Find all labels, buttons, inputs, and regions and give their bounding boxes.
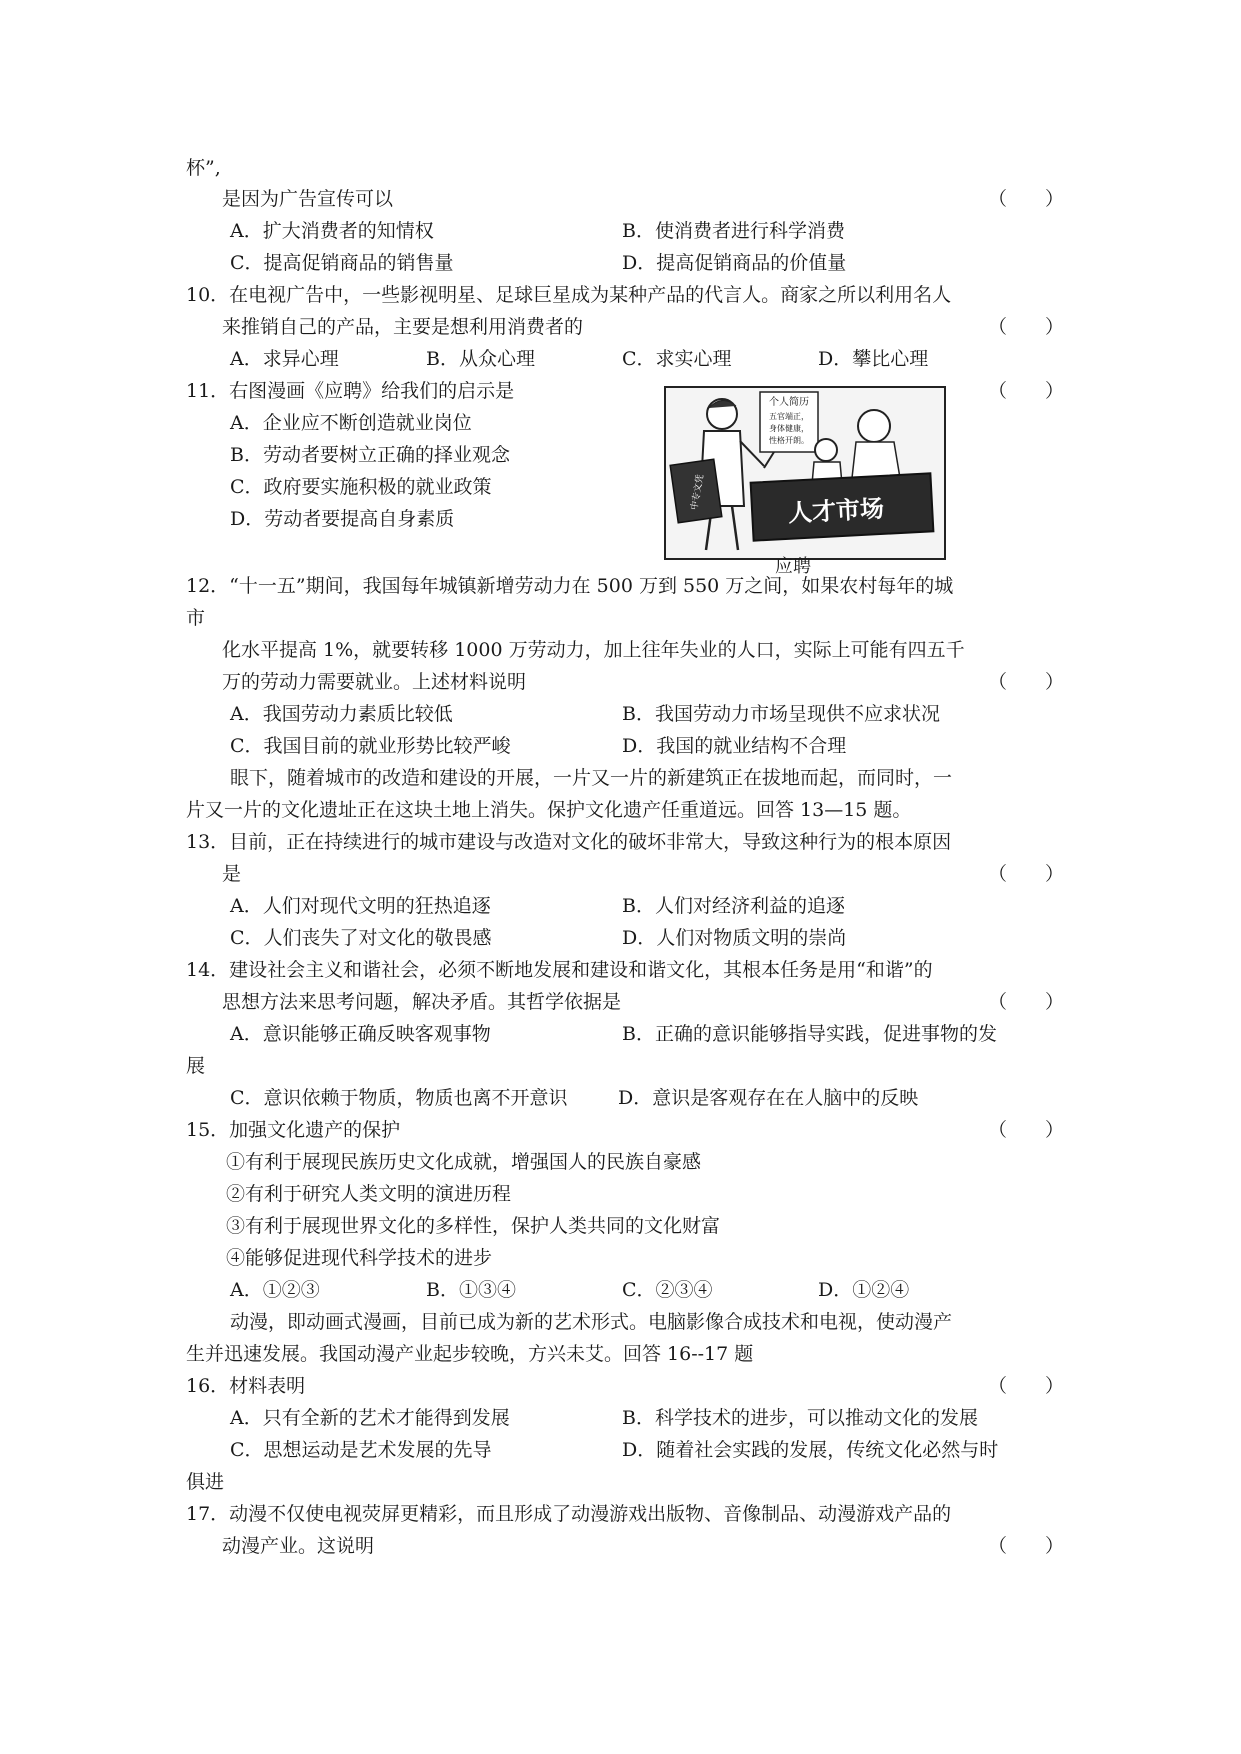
q17-stem-line2: 动漫产业。这说明 (222, 1535, 375, 1557)
q11-option-d: D．劳动者要提高自身素质 (230, 508, 455, 530)
q14-option-b: B．正确的意识能够指导实践，促进事物的发 (622, 1023, 997, 1045)
material-16-17-line1: 动漫，即动画式漫画，目前已成为新的艺术形式。电脑影像合成技术和电视，使动漫产 (230, 1311, 953, 1333)
q10-stem-line1: 10．在电视广告中，一些影视明星、足球巨星成为某种产品的代言人。商家之所以利用名人 (186, 284, 952, 306)
q11-answer-bracket: （ ） (988, 380, 1065, 402)
q10-answer-bracket: （ ） (988, 316, 1065, 338)
q12-answer-bracket: （ ） (988, 671, 1065, 693)
q12-option-d: D．我国的就业结构不合理 (622, 735, 847, 757)
q15-answer-bracket: （ ） (988, 1119, 1065, 1141)
q12-stem-line1: 12．“十一五”期间，我国每年城镇新增劳动力在 500 万到 550 万之间，如果农村每年的城 (186, 575, 954, 597)
q16-option-b: B．科学技术的进步，可以推动文化的发展 (622, 1407, 978, 1429)
q16-option-a: A．只有全新的艺术才能得到发展 (230, 1407, 510, 1429)
q11-stem: 11．右图漫画《应聘》给我们的启示是 (186, 380, 515, 402)
q12-stem-line3: 化水平提高 1%，就要转移 1000 万劳动力，加上往年失业的人口，实际上可能有四五千 (222, 639, 965, 661)
q13-option-d: D．人们对物质文明的崇尚 (622, 927, 847, 949)
q14-option-a: A．意识能够正确反映客观事物 (230, 1023, 491, 1045)
q13-stem-line2: 是 (222, 863, 242, 885)
q11-option-c: C．政府要实施积极的就业政策 (230, 476, 492, 498)
q13-stem-line1: 13．目前，正在持续进行的城市建设与改造对文化的破坏非常大，导致这种行为的根本原因 (186, 831, 952, 853)
q16-stem: 16．材料表明 (186, 1375, 306, 1397)
q9-continuation-line: 杯”, (186, 157, 221, 179)
q10-option-a: A．求异心理 (230, 348, 339, 370)
q14-option-b-wrap: 展 (186, 1055, 206, 1077)
resume-sign-line2: 身体健康， (769, 424, 809, 433)
material-13-15-line1: 眼下，随着城市的改造和建设的开展，一片又一片的新建筑正在拔地而起，而同时，一 (230, 767, 953, 789)
q15-stem: 15．加强文化遗产的保护 (186, 1119, 401, 1141)
q13-option-a: A．人们对现代文明的狂热追逐 (230, 895, 491, 917)
q12-stem-line2: 市 (186, 607, 206, 629)
q16-option-d-wrap: 俱进 (186, 1471, 225, 1493)
diploma-bag-label: 中专文凭 (689, 473, 707, 511)
q14-option-c: C．意识依赖于物质，物质也离不开意识 (230, 1087, 568, 1109)
q14-answer-bracket: （ ） (988, 991, 1065, 1013)
job-interview-cartoon (664, 386, 946, 560)
q9-option-a: A．扩大消费者的知情权 (230, 220, 434, 242)
q9-option-b: B．使消费者进行科学消费 (622, 220, 845, 242)
q12-option-c: C．我国目前的就业形势比较严峻 (230, 735, 511, 757)
q10-option-c: C．求实心理 (622, 348, 732, 370)
q13-answer-bracket: （ ） (988, 863, 1065, 885)
q17-answer-bracket: （ ） (988, 1535, 1065, 1557)
q11-option-a: A．企业应不断创造就业岗位 (230, 412, 472, 434)
talent-market-banner: 人才市场 (787, 494, 885, 528)
q15-option-c: C．②③④ (622, 1279, 713, 1301)
q9-answer-bracket: （ ） (988, 188, 1065, 210)
q10-option-d: D．攀比心理 (818, 348, 929, 370)
q14-stem-line2: 思想方法来思考问题，解决矛盾。其哲学依据是 (222, 991, 622, 1013)
q12-stem-line4: 万的劳动力需要就业。上述材料说明 (222, 671, 527, 693)
q15-item-1: ①有利于展现民族历史文化成就，增强国人的民族自豪感 (226, 1151, 702, 1173)
q10-option-b: B．从众心理 (426, 348, 535, 370)
q16-answer-bracket: （ ） (988, 1375, 1065, 1397)
cartoon-caption: 应聘 (775, 556, 811, 577)
q15-option-a: A．①②③ (230, 1279, 320, 1301)
q9-option-c: C．提高促销商品的销售量 (230, 252, 454, 274)
q14-option-d: D．意识是客观存在在人脑中的反映 (618, 1087, 919, 1109)
q15-item-4: ④能够促进现代科学技术的进步 (226, 1247, 493, 1269)
q15-option-b: B．①③④ (426, 1279, 516, 1301)
q9-stem-end: 是因为广告宣传可以 (222, 188, 394, 210)
material-16-17-line2: 生并迅速发展。我国动漫产业起步较晚，方兴未艾。回答 16--17 题 (186, 1343, 754, 1365)
q17-stem-line1: 17．动漫不仅使电视荧屏更精彩，而且形成了动漫游戏出版物、音像制品、动漫游戏产品的 (186, 1503, 952, 1525)
resume-sign-title: 个人简历 (769, 397, 809, 408)
q13-option-c: C．人们丧失了对文化的敬畏感 (230, 927, 492, 949)
resume-sign-line1: 五官端正， (769, 412, 809, 421)
material-13-15-line2: 片又一片的文化遗址正在这块土地上消失。保护文化遗产任重道远。回答 13—15 题。 (186, 799, 912, 821)
q14-stem-line1: 14．建设社会主义和谐社会，必须不断地发展和建设和谐文化，其根本任务是用“和谐”的 (186, 959, 933, 981)
q11-option-b: B．劳动者要树立正确的择业观念 (230, 444, 510, 466)
q16-option-c: C．思想运动是艺术发展的先导 (230, 1439, 492, 1461)
resume-sign-line3: 性格开朗。 (769, 436, 809, 445)
q15-option-d: D．①②④ (818, 1279, 910, 1301)
q15-item-3: ③有利于展现世界文化的多样性，保护人类共同的文化财富 (226, 1215, 721, 1237)
q10-stem-line2: 来推销自己的产品，主要是想利用消费者的 (222, 316, 584, 338)
q9-option-d: D．提高促销商品的价值量 (622, 252, 847, 274)
q13-option-b: B．人们对经济利益的追逐 (622, 895, 845, 917)
q16-option-d: D．随着社会实践的发展，传统文化必然与时 (622, 1439, 999, 1461)
q12-option-a: A．我国劳动力素质比较低 (230, 703, 453, 725)
q12-option-b: B．我国劳动力市场呈现供不应求状况 (622, 703, 940, 725)
q15-item-2: ②有利于研究人类文明的演进历程 (226, 1183, 512, 1205)
